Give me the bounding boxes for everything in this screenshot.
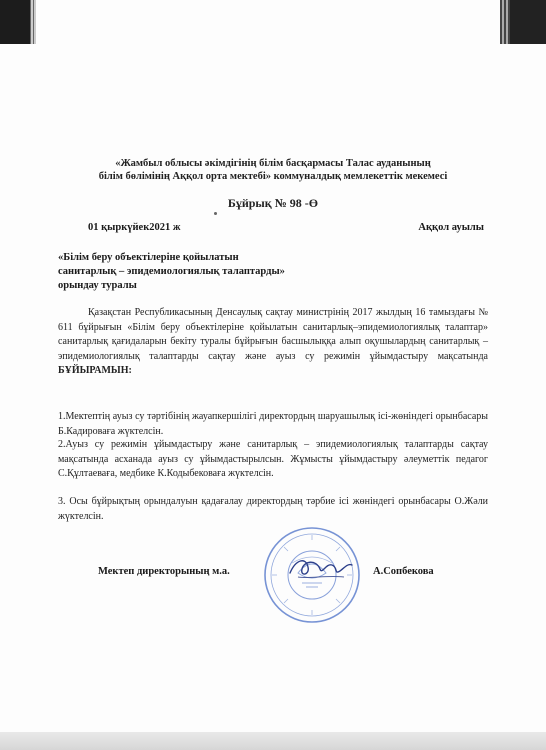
- order-date: 01 қыркүйек2021 ж: [88, 222, 181, 233]
- order-item-1: 1.Мектептің ауыз су тәртібінің жауапкершілігі директордың шаруашылық ісі-жөніндегі орынбасары Б.Кадироваға жүктелсін.: [58, 411, 488, 437]
- signature-role: Мектеп директорының м.а.: [98, 566, 230, 577]
- organization-line-2: білім бөлімінің Аққол орта мектебі» коммуналдық мемлекеттік мекемесі: [98, 171, 448, 182]
- subject-line-1: «Білім беру объектілеріне қойылатын: [58, 252, 239, 263]
- signature-icon: [286, 553, 356, 583]
- order-subject: [58, 251, 285, 293]
- scan-edge-left: [0, 0, 30, 44]
- order-title: Бұйрық № 98 -Ө: [227, 196, 319, 210]
- intro-paragraph: [58, 306, 488, 379]
- subject-line-3: орындау туралы: [58, 280, 137, 291]
- signature-name: А.Сопбекова: [373, 566, 434, 577]
- order-place: Аққол ауылы: [418, 222, 484, 233]
- organization-line-1: «Жамбыл облысы әкімдігінің білім басқармасы Талас ауданының: [115, 158, 431, 169]
- scan-edge-right: [510, 0, 546, 44]
- order-item-2: 2.Ауыз су режимін ұйымдастыру және санитарлық – эпидемиологиялық талаптарды сақтау мақсатында асханада ауыз су ұйымдастырылсын. Жұмысты ұйымдастыру әлеуметтік педагог С.Құлтаеваға, медбике К.Кодыбековаға жүктелсін.: [58, 439, 488, 479]
- scan-bottom-edge: [0, 732, 546, 750]
- decree-word: БҰЙЫРАМЫН:: [58, 365, 132, 376]
- order-item-3: 3. Осы бұйрықтың орындалуын қадағалау директордың тәрбие ісі жөніндегі орынбасары О.Жәли жүктелсін.: [58, 496, 488, 522]
- intro-text: Қазақстан Республикасының Денсаулық сақтау министрінің 2017 жылдың 16 тамыздағы № 611 бұйрығын «Білім беру объектілеріне қойылатын санитарлық–эпидемиологиялық талаптар» санитарлық қағидаларын бекіту туралы бұйрығын басшылыққа алып оқушылардың санитарлық – эпидемиологиялық талаптарды сақтау және ауыз су режимін ұйымдастыру мақсатында: [58, 307, 488, 362]
- subject-line-2: санитарлық – эпидемиологиялық талаптарды»: [58, 266, 285, 277]
- scan-dot: [214, 212, 217, 215]
